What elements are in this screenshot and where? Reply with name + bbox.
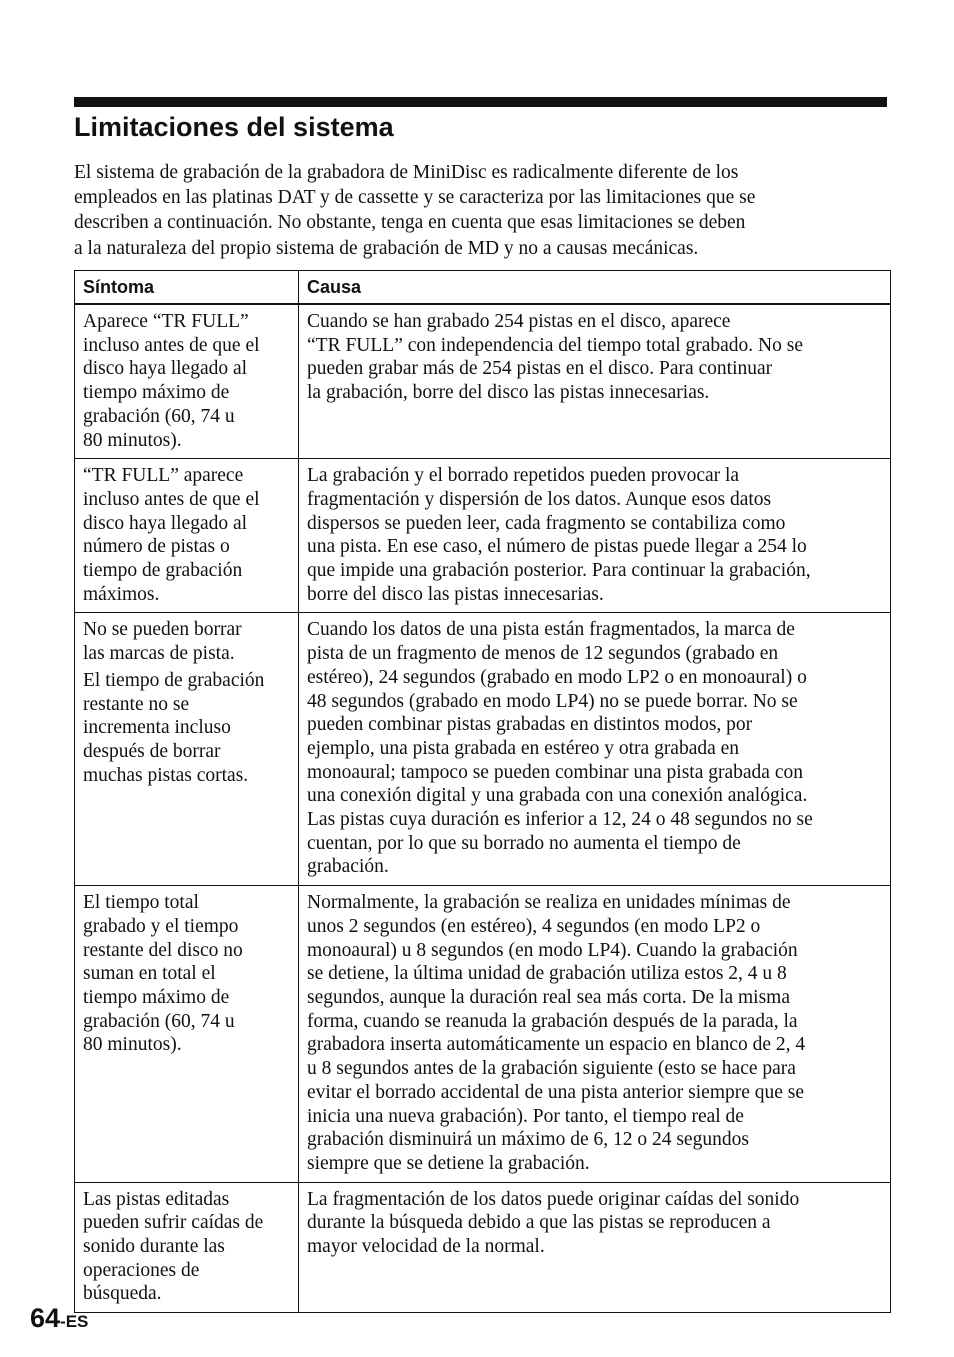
symptom-paragraph	[83, 669, 291, 788]
header-symptom: Síntoma	[75, 271, 299, 305]
symptom-line: Las pistas editadas	[83, 1188, 230, 1210]
cause-line: grabación disminuirá un máximo de 6, 12 o 24 segundos	[307, 1129, 749, 1151]
cause-line: grabadora inserta automáticamente un espacio en blanco de 2, 4	[307, 1034, 806, 1056]
symptom-line: No se pueden borrar	[83, 619, 242, 641]
symptom-paragraph	[83, 891, 291, 1057]
cause-cell	[299, 459, 891, 613]
table-row	[75, 613, 891, 886]
intro-line: a la naturaleza del propio sistema de grabación de MD y no a causas mecánicas.	[74, 237, 699, 259]
symptom-line: las marcas de pista.	[83, 643, 235, 665]
symptom-line: grabación (60, 74 u	[83, 1010, 235, 1032]
cause-line: grabación.	[307, 856, 389, 878]
symptom-cell	[75, 459, 299, 613]
cause-line: inicia una nueva grabación). Por tanto, el tiempo real de	[307, 1105, 744, 1127]
table-row	[75, 886, 891, 1182]
symptom-line: después de borrar	[83, 740, 221, 762]
symptom-line: Aparece “TR FULL”	[83, 311, 249, 332]
symptom-line: operaciones de	[83, 1259, 200, 1281]
cause-line: La grabación y el borrado repetidos pueden provocar la	[307, 465, 740, 487]
limitations-table	[74, 270, 891, 1313]
symptom-line: restante del disco no	[83, 939, 243, 961]
symptom-paragraph	[83, 310, 291, 452]
symptom-line: pueden sufrir caídas de	[83, 1212, 264, 1234]
cause-line: durante la búsqueda debido a que las pistas se reproducen a	[307, 1212, 771, 1234]
cause-line: pista de un fragmento de menos de 12 segundos (grabado en	[307, 643, 779, 665]
symptom-line: tiempo máximo de	[83, 382, 230, 404]
symptom-line: tiempo máximo de	[83, 986, 230, 1008]
symptom-line: 80 minutos).	[83, 1034, 182, 1056]
symptom-line: 80 minutos).	[83, 429, 182, 451]
cause-line: la grabación, borre del disco las pistas innecesarias.	[307, 382, 710, 404]
intro-line: describen a continuación. No obstante, tenga en cuenta que esas limitaciones se deben	[74, 212, 746, 234]
intro-paragraph	[74, 160, 890, 261]
cause-line: ejemplo, una pista grabada en estéreo y otra grabada en	[307, 737, 740, 759]
cause-line: pueden grabar más de 254 pistas en el disco. Para continuar	[307, 358, 773, 380]
page-number	[30, 1301, 88, 1339]
page-number-suffix: -ES	[60, 1312, 89, 1331]
cause-line: fragmentación y dispersión de los datos. Aunque esos datos	[307, 488, 772, 510]
page-title: Limitaciones del sistema	[74, 112, 394, 142]
cause-cell	[299, 1182, 891, 1313]
symptom-line: incluso antes de que el	[83, 334, 260, 356]
cause-line: segundos, aunque la duración real sea más corta. De la misma	[307, 986, 790, 1008]
symptom-cell	[75, 1182, 299, 1313]
table-row	[75, 304, 891, 459]
intro-line: El sistema de grabación de la grabadora de MiniDisc es radicalmente diferente de los	[74, 162, 739, 183]
symptom-line: muchas pistas cortas.	[83, 764, 249, 786]
cause-line: Cuando se han grabado 254 pistas en el disco, aparece	[307, 311, 731, 332]
symptom-line: búsqueda.	[83, 1283, 162, 1305]
cause-line: u 8 segundos antes de la grabación siguiente (esto se hace para	[307, 1058, 796, 1080]
cause-line: Normalmente, la grabación se realiza en unidades mínimas de	[307, 892, 791, 914]
cause-line: monoaural; tampoco se pueden combinar una pista grabada con	[307, 761, 803, 783]
symptom-line: grabado y el tiempo	[83, 915, 239, 937]
cause-line: cuentan, por lo que su borrado no aumenta el tiempo de	[307, 832, 741, 854]
symptom-line: restante no se	[83, 693, 190, 715]
intro-line: empleados en las platinas DAT y de cassette y se caracteriza por las limitaciones que se	[74, 187, 756, 209]
cause-line: una pista. En ese caso, el número de pistas puede llegar a 254 lo	[307, 536, 807, 558]
symptom-line: suman en total el	[83, 963, 216, 985]
symptom-paragraph	[83, 618, 291, 665]
cause-line: mayor velocidad de la normal.	[307, 1236, 545, 1258]
cause-line: 48 segundos (grabado en modo LP4) no se puede borrar. No se	[307, 690, 798, 712]
cause-line: monoaural) u 8 segundos (en modo LP4). Cuando la grabación	[307, 939, 798, 961]
cause-line: Las pistas cuya duración es inferior a 12, 24 o 48 segundos no se	[307, 809, 813, 831]
symptom-cell	[75, 886, 299, 1182]
cause-line: La fragmentación de los datos puede originar caídas del sonido	[307, 1188, 800, 1210]
table-header-row	[75, 271, 891, 305]
cause-line: estéreo), 24 segundos (grabado en modo LP2 o en monoaural) o	[307, 666, 807, 688]
symptom-paragraph	[83, 1188, 291, 1307]
cause-line: se detiene, la última unidad de grabación utiliza estos 2, 4 u 8	[307, 963, 787, 985]
cause-cell	[299, 613, 891, 886]
symptom-line: sonido durante las	[83, 1236, 225, 1258]
symptom-line: El tiempo de grabación	[83, 669, 265, 691]
table-row	[75, 459, 891, 613]
symptom-cell	[75, 304, 299, 459]
symptom-cell	[75, 613, 299, 886]
title-rule	[74, 97, 887, 107]
cause-line: siempre que se detiene la grabación.	[307, 1152, 590, 1174]
page-number-value: 64	[30, 1303, 61, 1333]
table-row	[75, 1182, 891, 1313]
symptom-line: disco haya llegado al	[83, 358, 248, 380]
symptom-line: número de pistas o	[83, 536, 230, 558]
cause-line: unos 2 segundos (en estéreo), 4 segundos (en modo LP2 o	[307, 915, 761, 937]
symptom-line: máximos.	[83, 583, 160, 605]
cause-cell	[299, 304, 891, 459]
symptom-line: incluso antes de que el	[83, 488, 260, 510]
cause-line: evitar el borrado accidental de una pista anterior siempre que se	[307, 1081, 805, 1103]
symptom-line: “TR FULL” aparece	[83, 465, 244, 487]
cause-line: “TR FULL” con independencia del tiempo total grabado. No se	[307, 334, 804, 356]
symptom-line: tiempo de grabación	[83, 560, 243, 582]
table-body	[75, 304, 891, 1313]
symptom-line: El tiempo total	[83, 892, 199, 914]
cause-line: forma, cuando se reanuda la grabación después de la parada, la	[307, 1010, 798, 1032]
cause-line: una conexión digital y una grabada con una conexión analógica.	[307, 785, 808, 807]
symptom-paragraph	[83, 464, 291, 606]
cause-line: dispersos se pueden leer, cada fragmento se contabiliza como	[307, 512, 786, 534]
cause-line: que impide una grabación posterior. Para continuar la grabación,	[307, 560, 811, 582]
cause-line: borre del disco las pistas innecesarias.	[307, 583, 604, 605]
cause-line: pueden combinar pistas grabadas en distintos modos, por	[307, 714, 753, 736]
symptom-line: incrementa incluso	[83, 717, 231, 739]
cause-line: Cuando los datos de una pista están fragmentados, la marca de	[307, 619, 795, 641]
header-cause: Causa	[299, 271, 891, 305]
symptom-line: grabación (60, 74 u	[83, 405, 235, 427]
cause-cell	[299, 886, 891, 1182]
symptom-line: disco haya llegado al	[83, 512, 248, 534]
